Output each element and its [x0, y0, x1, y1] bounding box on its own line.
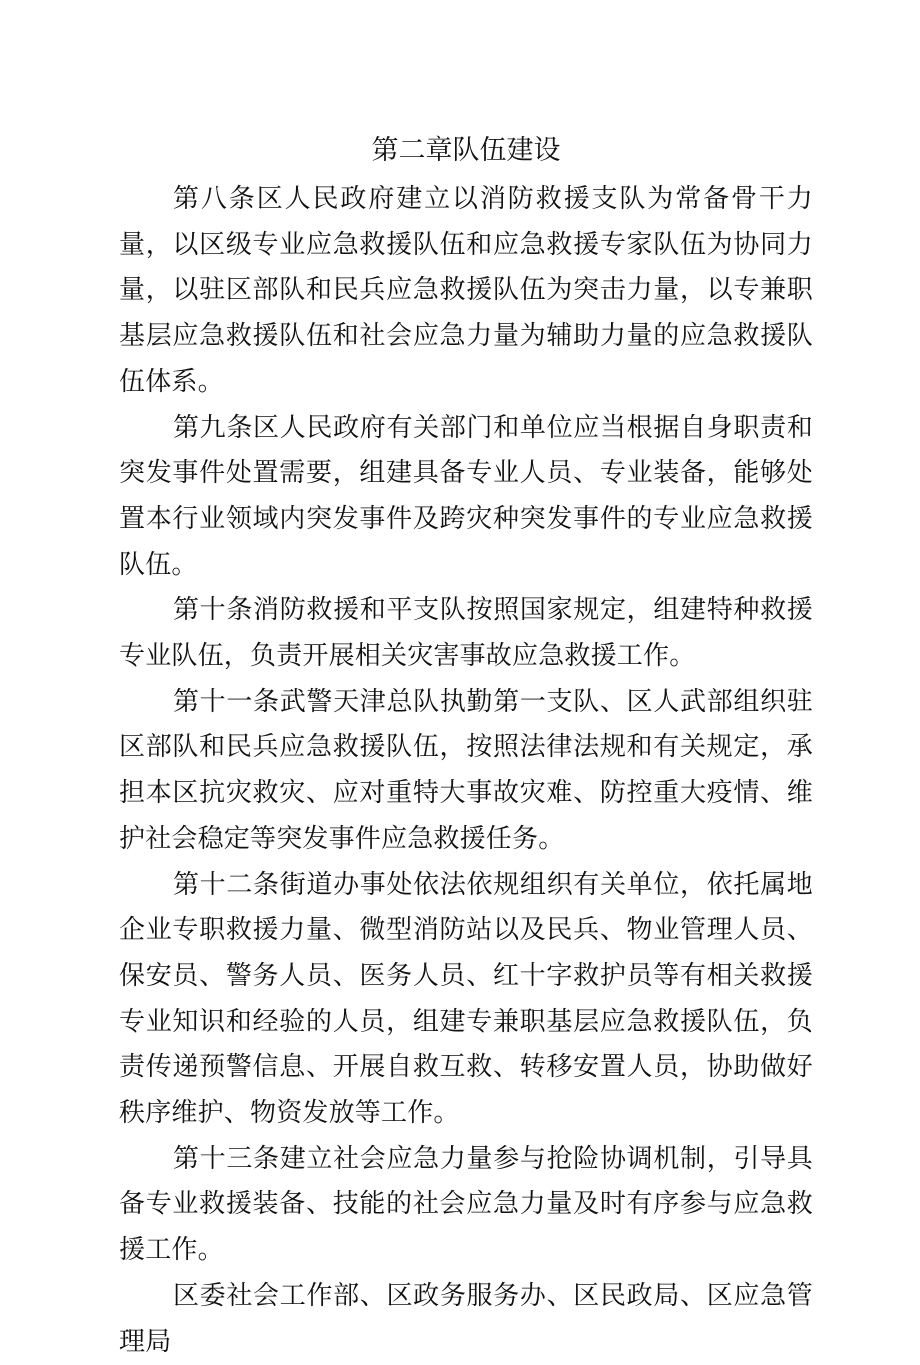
article-12-paragraph: 第十二条街道办事处依法依规组织有关单位，依托属地企业专职救援力量、微型消防站以及民兵、物业管理人员、保安员、警务人员、医务人员、红十字救护员等有相关救援专业知识和经验的人员，组建专兼职基层应急救援队伍，负责传递预警信息、开展自救互救、转移安置人员，协助做好秩序维护、物资发放等工作。	[119, 869, 813, 1129]
document-body	[119, 125, 813, 1365]
chapter-title: 第二章队伍建设	[371, 135, 561, 166]
article-13-paragraph: 第十三条建立社会应急力量参与抢险协调机制，引导具备专业救援装备、技能的社会应急力量及时有序参与应急救援工作。	[119, 1143, 813, 1266]
article-11-paragraph: 第十一条武警天津总队执勤第一支队、区人武部组织驻区部队和民兵应急救援队伍，按照法律法规和有关规定，承担本区抗灾救灾、应对重特大事故灾难、防控重大疫情、维护社会稳定等突发事件应急救援任务。	[119, 686, 813, 854]
article-8-paragraph: 第八条区人民政府建立以消防救援支队为常备骨干力量，以区级专业应急救援队伍和应急救援专家队伍为协同力量，以驻区部队和民兵应急救援队伍为突击力量，以专兼职基层应急救援队伍和社会应急力量为辅助力量的应急救援队伍体系。	[119, 184, 813, 397]
article-9-paragraph: 第九条区人民政府有关部门和单位应当根据自身职责和突发事件处置需要，组建具备专业人员、专业装备，能够处置本行业领域内突发事件及跨灾种突发事件的专业应急救援队伍。	[119, 412, 813, 580]
continuation-paragraph: 区委社会工作部、区政务服务办、区民政局、区应急管理局	[119, 1280, 813, 1357]
article-10-paragraph: 第十条消防救援和平支队按照国家规定，组建特种救援专业队伍，负责开展相关灾害事故应急救援工作。	[119, 595, 813, 672]
